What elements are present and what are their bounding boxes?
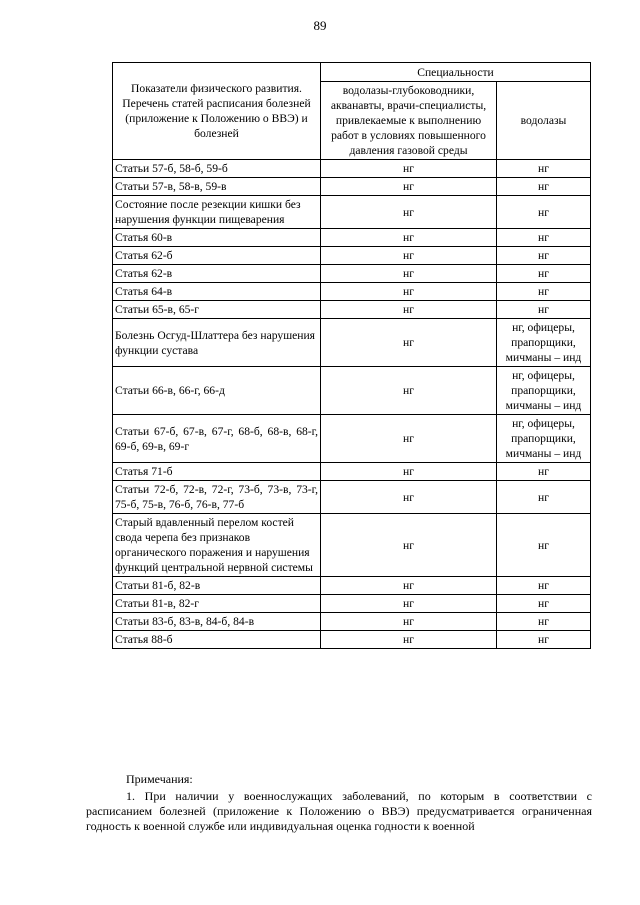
row-value-divers: нг [497,514,591,577]
row-value-divers-deep: нг [321,265,497,283]
table-row [113,631,591,649]
row-value-divers-deep: нг [321,178,497,196]
row-value-divers-deep: нг [321,247,497,265]
row-value-divers: нг [497,463,591,481]
row-value-divers-deep: нг [321,514,497,577]
row-value-divers-deep: нг [321,283,497,301]
row-indicator: Статьи 65-в, 65-г [113,301,321,319]
row-value-divers: нг [497,160,591,178]
row-indicator: Статья 62-в [113,265,321,283]
row-indicator: Состояние после резекции кишки без нарушения функции пищеварения [113,196,321,229]
row-value-divers: нг [497,301,591,319]
row-value-divers: нг [497,283,591,301]
row-indicator: Статьи 81-б, 82-в [113,577,321,595]
row-value-divers-deep: нг [321,229,497,247]
row-value-divers-deep: нг [321,613,497,631]
row-value-divers: нг [497,247,591,265]
table-row [113,229,591,247]
table-row [113,595,591,613]
table-row [113,319,591,367]
row-value-divers: нг [497,229,591,247]
row-value-divers-deep: нг [321,463,497,481]
header-specialties: Специальности [321,63,591,82]
table-row [113,265,591,283]
row-indicator: Статьи 67-б, 67-в, 67-г, 68-б, 68-в, 68-г, 69-б, 69-в, 69-г [113,415,321,463]
table-row [113,178,591,196]
row-value-divers: нг [497,196,591,229]
row-value-divers-deep: нг [321,577,497,595]
row-value-divers: нг, офицеры, прапорщики, мичманы – инд [497,367,591,415]
row-indicator: Старый вдавленный перелом костей свода черепа без признаков органического поражения и нарушения функций центральной нервной системы [113,514,321,577]
table-row [113,415,591,463]
table-body [113,160,591,649]
table-row [113,301,591,319]
note-item-1: 1. При наличии у военнослужащих заболеваний, по которым в соответствии с расписанием болезней (приложение к Положению о ВВЭ) предусматривается ограниченная годность к военной службе или индивидуальная оценка годности к военной [86,789,592,833]
row-value-divers-deep: нг [321,196,497,229]
row-value-divers: нг [497,595,591,613]
table-row [113,367,591,415]
row-value-divers-deep: нг [321,415,497,463]
row-value-divers-deep: нг [321,481,497,514]
fitness-table [112,62,591,649]
page-number: 89 [313,18,327,33]
table-row [113,463,591,481]
table-row [113,283,591,301]
table-row [113,247,591,265]
table-row [113,514,591,577]
table-row [113,613,591,631]
row-value-divers: нг [497,481,591,514]
row-value-divers: нг, офицеры, прапорщики, мичманы – инд [497,415,591,463]
header-col-divers-deep: водолазы-глубоководники, акванавты, врачи-специалисты, привлекаемые к выполнению работ в условиях повышенного давления газовой среды [321,82,497,160]
table-row [113,196,591,229]
row-indicator: Статьи 81-в, 82-г [113,595,321,613]
header-col-divers: водолазы [497,82,591,160]
table-row [113,481,591,514]
notes-section [86,772,592,834]
row-value-divers-deep: нг [321,301,497,319]
row-value-divers: нг [497,631,591,649]
row-value-divers: нг [497,178,591,196]
row-value-divers-deep: нг [321,367,497,415]
row-indicator: Статья 60-в [113,229,321,247]
row-value-divers: нг [497,265,591,283]
row-value-divers-deep: нг [321,631,497,649]
notes-title: Примечания: [126,772,193,786]
row-indicator: Статья 71-б [113,463,321,481]
row-indicator: Статья 64-в [113,283,321,301]
row-indicator: Статьи 57-б, 58-б, 59-б [113,160,321,178]
row-value-divers-deep: нг [321,160,497,178]
row-value-divers: нг [497,613,591,631]
row-indicator: Статья 62-б [113,247,321,265]
table-row [113,577,591,595]
row-indicator: Статьи 83-б, 83-в, 84-б, 84-в [113,613,321,631]
row-value-divers-deep: нг [321,319,497,367]
row-value-divers: нг [497,577,591,595]
row-value-divers: нг, офицеры, прапорщики, мичманы – инд [497,319,591,367]
row-indicator: Болезнь Осгуд-Шлаттера без нарушения функции сустава [113,319,321,367]
row-indicator: Статьи 66-в, 66-г, 66-д [113,367,321,415]
row-indicator: Статья 88-б [113,631,321,649]
header-indicators: Показатели физического развития. Перечень статей расписания болезней (приложение к Положению о ВВЭ) и болезней [113,63,321,160]
row-value-divers-deep: нг [321,595,497,613]
table-row [113,160,591,178]
row-indicator: Статьи 72-б, 72-в, 72-г, 73-б, 73-в, 73-г, 75-б, 75-в, 76-б, 76-в, 77-б [113,481,321,514]
row-indicator: Статьи 57-в, 58-в, 59-в [113,178,321,196]
